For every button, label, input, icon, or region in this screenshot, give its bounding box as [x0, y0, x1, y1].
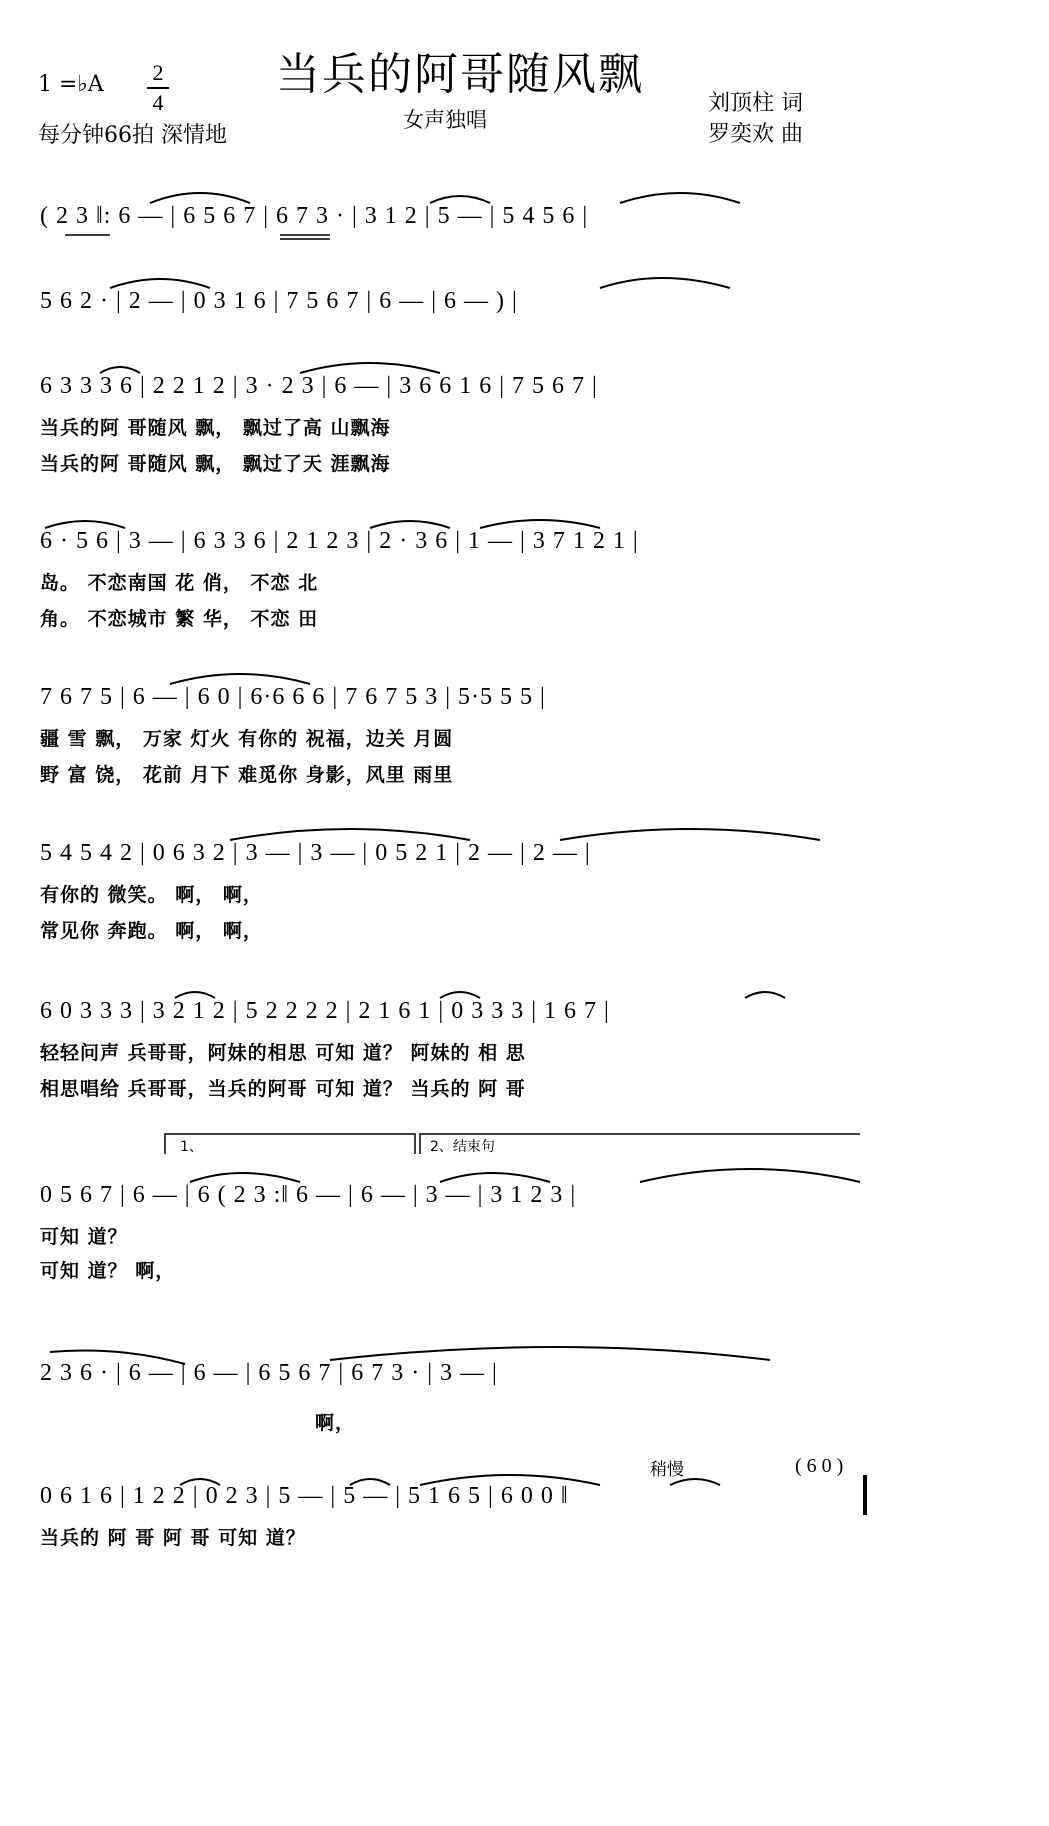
- notation-line: ( 2 3 ‖: 6 — | 6 5 6 7 | 6 7 3 · | 3 1 2 | 5 — | 5 4 5 6 |: [40, 203, 589, 229]
- notation-line: 0 6 1 6 | 1 2 2 | 0 2 3 | 5 — | 5 — | 5 1 6 5 | 6 0 0 ‖: [40, 1483, 569, 1509]
- slurs-and-beams: [40, 1170, 1010, 1270]
- key-signature: 1 =♭A: [38, 72, 104, 97]
- staff-system-10: [40, 1455, 1010, 1575]
- slurs-and-beams: [40, 1352, 1010, 1412]
- notation-line: 0 5 6 7 | 6 — | 6 ( 2 3 :‖ 6 — | 6 — | 3 — | 3 1 2 3 |: [40, 1182, 577, 1208]
- time-signature-bottom: 4: [152, 89, 164, 115]
- lyricist-credit: 刘顶柱 词: [708, 91, 803, 116]
- lyric-verse-2: 野 富 饶， 花前 月下 难觅你 身影，风里 雨里: [40, 764, 454, 786]
- staff-system-9: [40, 1352, 1010, 1452]
- notation-line: 6 0 3 3 3 | 3 2 1 2 | 5 2 2 2 2 | 2 1 6 1 | 0 3 3 3 | 1 6 7 |: [40, 998, 610, 1024]
- notation-line: 2 3 6 · | 6 — | 6 — | 6 5 6 7 | 6 7 3 · | 3 — |: [40, 1360, 498, 1386]
- lyric-verse-1: 啊，: [315, 1412, 356, 1434]
- notation-line: 7 6 7 5 | 6 — | 6 0 | 6·6 6 6 | 7 6 7 5 3 | 5·5 5 5 |: [40, 684, 546, 710]
- lyric-verse-1: 轻轻问声 兵哥哥，阿妹的相思 可知 道？ 阿妹的 相 思: [40, 1042, 526, 1064]
- tempo-change-annotation: 稍慢: [650, 1460, 684, 1480]
- page-title: 当兵的阿哥随风飘: [276, 49, 644, 100]
- lyric-verse-1: 可知 道？: [40, 1226, 128, 1248]
- time-signature-top: 2: [152, 60, 164, 85]
- staff-system-6: [40, 832, 1010, 942]
- staff-system-5: [40, 676, 1010, 786]
- lyric-verse-1: 有你的 微笑。 啊， 啊，: [40, 884, 263, 906]
- lyric-verse-1: 疆 雪 飘， 万家 灯火 有你的 祝福，边关 月圆: [40, 728, 454, 750]
- staff-system-1: [40, 195, 1010, 245]
- slurs-and-beams: [40, 195, 1010, 255]
- lyric-verse-2: 常见你 奔跑。 啊， 啊，: [40, 920, 263, 942]
- lyric-verse-1: 当兵的阿 哥随风 飘， 飘过了高 山飘海: [40, 417, 391, 439]
- lyric-verse-2: 可知 道？ 啊，: [40, 1260, 176, 1282]
- time-signature-line: [147, 87, 169, 89]
- lyric-verse-2: 相思唱给 兵哥哥，当兵的阿哥 可知 道？ 当兵的 阿 哥: [40, 1078, 526, 1100]
- lyric-verse-2: 角。 不恋城市 繁 华， 不恋 田: [40, 608, 319, 630]
- composer-credit: 罗奕欢 曲: [708, 122, 803, 147]
- staff-system-7: [40, 990, 1010, 1100]
- notation-line: 5 4 5 4 2 | 0 6 3 2 | 3 — | 3 — | 0 5 2 1 | 2 — | 2 — |: [40, 840, 591, 866]
- staff-system-8: [40, 1130, 1010, 1290]
- tempo-marking: 每分钟66拍 深情地: [38, 123, 227, 148]
- volta-2-label: 2、结束句: [430, 1139, 495, 1155]
- staff-system-3: [40, 365, 1010, 475]
- lyric-verse-1: 当兵的 阿 哥 阿 哥 可知 道？: [40, 1527, 306, 1549]
- lyric-verse-1: 岛。 不恋南国 花 俏， 不恋 北: [40, 572, 319, 594]
- time-signature: [146, 60, 170, 116]
- notation-line: 5 6 2 · | 2 — | 0 3 1 6 | 7 5 6 7 | 6 — | 6 — ) |: [40, 288, 518, 314]
- notation-line: 6 3 3 3 6 | 2 2 1 2 | 3 · 2 3 | 6 — | 3 6 6 1 6 | 7 5 6 7 |: [40, 373, 598, 399]
- staff-system-4: [40, 520, 1010, 630]
- volta-1-label: 1、: [180, 1139, 203, 1155]
- lyric-verse-2: 当兵的阿 哥随风 飘， 飘过了天 涯飘海: [40, 453, 391, 475]
- staff-system-2: [40, 280, 1010, 330]
- notation-line: 6 · 5 6 | 3 — | 6 3 3 6 | 2 1 2 3 | 2 · 3 6 | 1 — | 3 7 1 2 1 |: [40, 528, 639, 554]
- slurs-and-beams: [40, 280, 1010, 340]
- voice-type: 女声独唱: [403, 108, 487, 132]
- ending-bracket-note: ( 6 0 ): [795, 1455, 844, 1477]
